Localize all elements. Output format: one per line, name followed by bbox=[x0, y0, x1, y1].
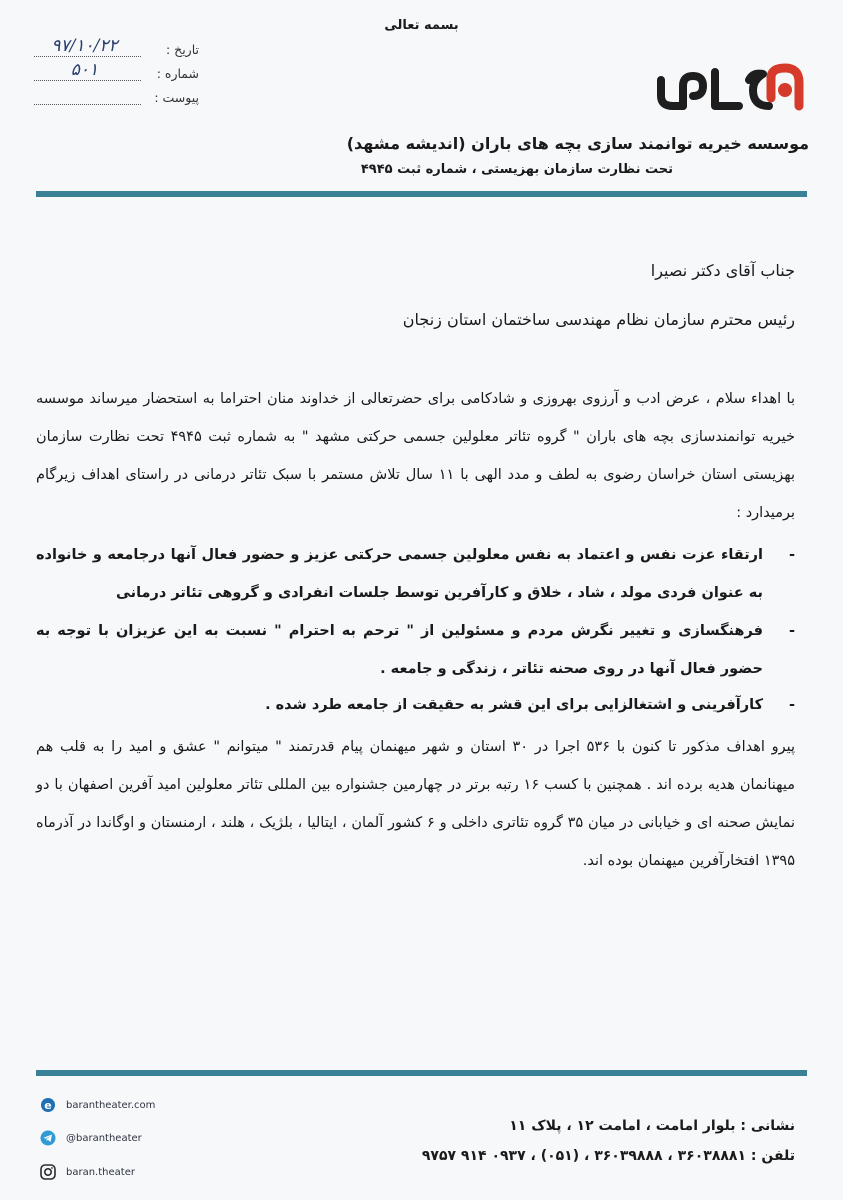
bismillah-heading: بسمه تعالی bbox=[384, 18, 459, 33]
bullet-text: کارآفرینی و اشتغالزایی برای این قشر به حقیقت از جامعه طرد شده . bbox=[265, 697, 763, 713]
meta-number-row bbox=[34, 60, 199, 88]
meta-number-line bbox=[34, 80, 141, 81]
footer-address: نشانی : بلوار امامت ، امامت ۱۲ ، پلاک ۱۱ bbox=[509, 1118, 795, 1134]
letter-paragraph-intro: با اهداء سلام ، عرض ادب و آرزوی بهروزی و شادکامی برای حضرتعالی از خداوند منان احتراما به استحضار میرساند موسسه خیریه توانمندسازی بچه های باران " گروه تئاتر معلولین جسمی حرکتی مشهد " به شماره ثبت ۴۹۴۵ تحت نظارت سازمان بهزیستی استان خراسان رضوی به لطف و مدد الهی با ۱۱ سال تلاش مستمر با سبک تئاتر درمانی در راستای اهداف زیرگام برمیدارد : bbox=[36, 391, 796, 521]
letter-meta bbox=[34, 36, 199, 112]
telegram-icon bbox=[40, 1130, 56, 1146]
contact-website[interactable] bbox=[40, 1097, 155, 1113]
meta-date-value: ۹۷/۱۰/۲۲ bbox=[51, 36, 118, 56]
bullet-dash: - bbox=[788, 623, 795, 639]
contact-instagram-text: baran.theater bbox=[66, 1166, 135, 1178]
meta-date-label: تاریخ : bbox=[165, 42, 199, 57]
svg-text:e: e bbox=[44, 1099, 52, 1112]
org-subtitle: تحت نظارت سازمان بهزیستی ، شماره ثبت ۴۹۴۵ bbox=[360, 162, 673, 177]
contact-instagram[interactable] bbox=[40, 1164, 135, 1180]
meta-date-line bbox=[34, 56, 141, 57]
footer-divider bbox=[36, 1070, 807, 1076]
contact-website-text: barantheater.com bbox=[66, 1099, 156, 1111]
meta-attachment-row bbox=[34, 88, 199, 112]
letter-paragraph-achievements: پیرو اهداف مذکور تا کنون با ۵۳۶ اجرا در ۳۰ استان و شهر میهنمان پیام قدرتمند " میتوانم " عشق و امید را به قلب هم میهنانمان هدیه برده اند . همچنین با کسب ۱۶ رتبه برتر در چهارمین جشنواره بین المللی تئاتر معلولین امید آفرین اصفهان با دو نمایش صحنه ای و خیابانی در میان ۳۵ گروه تئاتری داخلی و ۶ کشور آلمان ، ایتالیا ، بلژیک ، هلند ، ارمنستان و اوگاندا در آذرماه ۱۳۹۵ افتخارآفرین میهنمان بوده اند. bbox=[36, 739, 796, 869]
meta-attachment-line bbox=[34, 104, 141, 105]
bullet-text: فرهنگسازی و تغییر نگرش مردم و مسئولین از " ترحم به احترام " نسبت به این عزیزان با توجه به حضور فعال آنها در روی صحنه تئاتر ، زندگی و جامعه . bbox=[36, 623, 763, 677]
goal-bullet bbox=[36, 536, 795, 612]
header-divider bbox=[36, 191, 807, 197]
goal-bullet bbox=[36, 686, 795, 724]
baran-logo bbox=[653, 58, 815, 114]
contact-telegram-text: @barantheater bbox=[66, 1132, 142, 1144]
addressee-title: رئیس محترم سازمان نظام مهندسی ساختمان استان زنجان bbox=[402, 310, 795, 329]
meta-number-label: شماره : bbox=[156, 66, 199, 81]
org-name: موسسه خیریه توانمند سازی بچه های باران (اندیشه مشهد) bbox=[346, 134, 809, 153]
contact-telegram[interactable] bbox=[40, 1130, 142, 1146]
meta-attachment-label: پیوست : bbox=[154, 90, 199, 105]
meta-number-value: ۵۰۱ bbox=[70, 60, 99, 80]
bullet-dash: - bbox=[788, 547, 795, 563]
goal-bullet bbox=[36, 612, 795, 688]
footer-phone: تلفن : ۳۶۰۳۸۸۸۱ ، ۳۶۰۳۹۸۸۸ ، (۰۵۱) ، ۰۹۳۷ ۹۱۴ ۹۷۵۷ bbox=[421, 1148, 795, 1164]
web-icon bbox=[40, 1097, 56, 1113]
bullet-dash: - bbox=[788, 697, 795, 713]
instagram-icon bbox=[40, 1164, 56, 1180]
bullet-text: ارتقاء عزت نفس و اعتماد به نفس معلولین جسمی حرکتی عزیز و حضور فعال آنها درجامعه و خانواده به عنوان فردی مولد ، شاد ، خلاق و کارآفرین توسط جلسات انفرادی و گروهی تئاتر درمانی bbox=[36, 547, 763, 601]
addressee-name: جناب آقای دکتر نصیرا bbox=[650, 261, 795, 280]
